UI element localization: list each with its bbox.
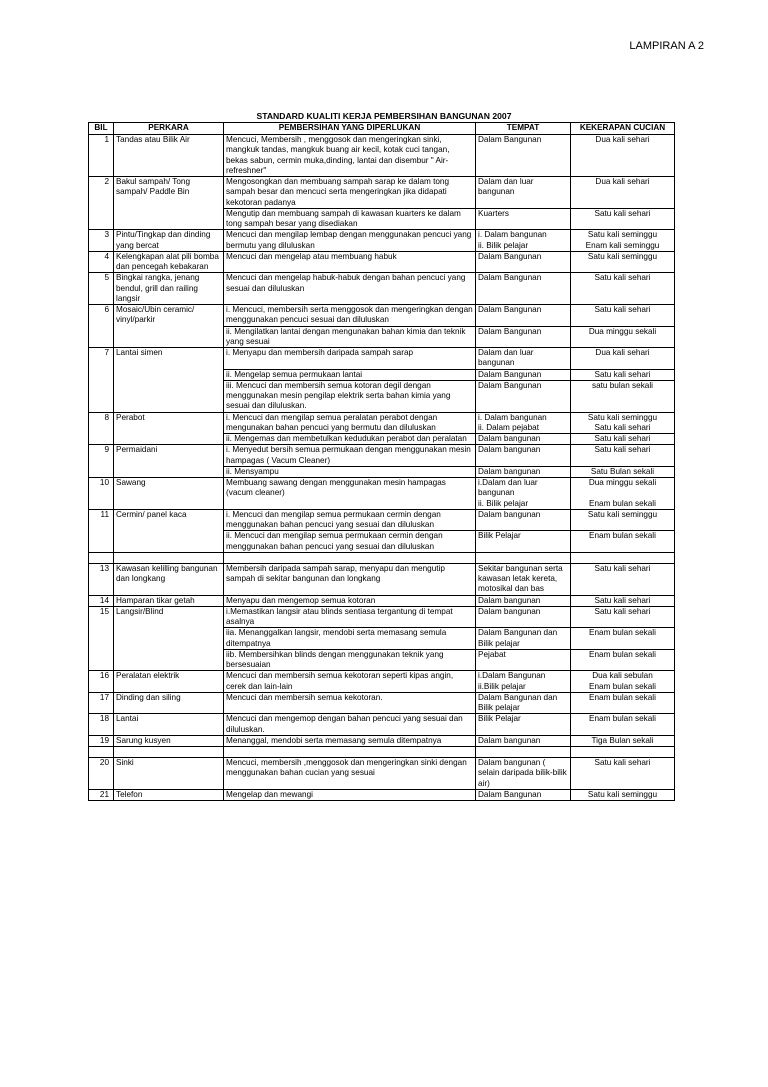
row-cleaning-required: Mencuci dan membersih semua kekotoran. [224,692,476,714]
cleaning-standard-table [88,122,675,801]
row-cleaning-required: i. Menyapu dan membersih daripada sampah sarap [224,348,476,370]
row-number: 3 [89,230,114,252]
row-number [89,628,114,650]
row-location: Pejabat [476,649,571,671]
row-item: Langsir/Blind [114,606,224,628]
row-item: Cermin/ panel kaca [114,509,224,531]
row-cleaning-required: ii. Mensyampu [224,466,476,477]
row-frequency: Dua kali sehari [571,135,675,177]
table-row [89,380,675,412]
row-location: Kuarters [476,208,571,230]
row-cleaning-required: Mengosongkan dan membuang sampah sarap ke dalam tong sampah besar dan mencuci serta mengeringkan jika didapati kekotoran padanya [224,177,476,209]
row-item [114,466,224,477]
row-item: Peralatan elektrik [114,671,224,693]
document-title: STANDARD KUALITI KERJA PEMBERSIHAN BANGUNAN 2007 [256,111,512,121]
table-row [89,445,675,467]
row-frequency: Satu kali sehari [571,369,675,380]
row-location: Dalam bangunan [476,445,571,467]
row-frequency: Enam bulan sekali [571,531,675,553]
row-frequency: Satu kali sehari [571,305,675,327]
row-item: Kelengkapan alat pili bomba dan pencegah kebakaran [114,251,224,273]
table-row [89,595,675,606]
row-location: Dalam Bangunan [476,251,571,273]
row-number: 6 [89,305,114,327]
table-spacer-row [89,747,675,758]
row-item: Permaidani [114,445,224,467]
row-item: Bakul sampah/ Tong sampah/ Paddle Bin [114,177,224,209]
row-item: Sinki [114,758,224,790]
row-number: 20 [89,758,114,790]
row-item [114,434,224,445]
row-frequency: Enam bulan sekali [571,692,675,714]
row-item: Lantai simen [114,348,224,370]
spacer-cell [571,552,675,563]
table-body [89,135,675,801]
row-cleaning-required: Mengelap dan mewangi [224,789,476,800]
row-cleaning-required: Mengutip dan membuang sampah di kawasan kuarters ke dalam tong sampah besar yang disediakan [224,208,476,230]
row-location: Dalam dan luar bangunan [476,348,571,370]
row-frequency: Satu kali sehari [571,434,675,445]
table-row [89,326,675,348]
row-location: Dalam Bangunan [476,369,571,380]
row-cleaning-required: iia. Menanggalkan langsir, mendobi serta memasang semula ditempatnya [224,628,476,650]
row-frequency: Satu kali sehari [571,595,675,606]
row-item: Telefon [114,789,224,800]
row-number: 15 [89,606,114,628]
row-location: Dalam bangunan [476,509,571,531]
row-frequency: Satu kali seminggu Enam kali seminggu [571,230,675,252]
row-item: Sawang [114,478,224,510]
row-cleaning-required: ii. Mencuci dan mengilap semua permukaan cermin dengan menggunakan bahan pencuci yang sesuai dan diluluskan [224,531,476,553]
spacer-cell [224,552,476,563]
row-location: Dalam Bangunan [476,789,571,800]
table-row [89,348,675,370]
row-frequency: Satu kali seminggu [571,789,675,800]
table-row [89,671,675,693]
row-frequency: Dua kali sebulan Enam bulan sekali [571,671,675,693]
row-frequency: Satu kali sehari [571,758,675,790]
row-number [89,466,114,477]
row-item: Pintu/Tingkap dan dinding yang bercat [114,230,224,252]
table-row [89,628,675,650]
row-item: Sarung kusyen [114,735,224,746]
row-cleaning-required: Mencuci, membersih ,menggosok dan mengeringkan sinki dengan menggunakan bahan cucian yang sesuai [224,758,476,790]
row-frequency: Tiga Bulan sekali [571,735,675,746]
row-frequency: Satu kali seminggu [571,251,675,273]
header-bil: BIL [89,123,114,135]
row-location: i.Dalam dan luar bangunan ii. Bilik pelajar [476,478,571,510]
table-row [89,208,675,230]
row-number: 8 [89,412,114,434]
row-item [114,380,224,412]
row-item: Hamparan tikar getah [114,595,224,606]
table-row [89,714,675,736]
row-frequency: Dua kali sehari [571,348,675,370]
row-item [114,628,224,650]
row-number: 18 [89,714,114,736]
row-cleaning-required: Mencuci dan membersih semua kekotoran seperti kipas angin, cerek dan lain-lain [224,671,476,693]
table-row [89,478,675,510]
row-number: 4 [89,251,114,273]
row-location: Sekitar bangunan serta kawasan letak kereta, motosikal dan bas [476,563,571,595]
row-frequency: Satu kali sehari [571,273,675,305]
row-number [89,380,114,412]
row-cleaning-required: Membuang sawang dengan menggunakan mesin hampagas (vacum cleaner) [224,478,476,510]
header-tempat: TEMPAT [476,123,571,135]
row-number [89,326,114,348]
row-location: Bilik Pelajar [476,531,571,553]
header-pembersihan: PEMBERSIHAN YANG DIPERLUKAN [224,123,476,135]
row-number: 2 [89,177,114,209]
spacer-cell [476,747,571,758]
row-number [89,649,114,671]
row-location: Dalam bangunan [476,595,571,606]
table-row [89,434,675,445]
table-row [89,412,675,434]
spacer-cell [114,552,224,563]
row-number [89,369,114,380]
row-cleaning-required: Mencuci dan mengilap lembap dengan menggunakan pencuci yang bermutu yang diluluskan [224,230,476,252]
row-frequency: Satu kali sehari [571,445,675,467]
row-location: i.Dalam Bangunan ii.Bilik pelajar [476,671,571,693]
row-number: 9 [89,445,114,467]
row-location: Dalam bangunan [476,606,571,628]
row-location: Dalam Bangunan [476,380,571,412]
table-row [89,135,675,177]
table-row [89,531,675,553]
row-number: 10 [89,478,114,510]
row-cleaning-required: i. Mencuci dan mengilap semua permukaan cermin dengan menggunakan bahan pencuci yang sesuai dan diluluskan [224,509,476,531]
spacer-cell [89,747,114,758]
row-cleaning-required: i.Memastikan langsir atau blinds sentiasa tergantung di tempat asalnya [224,606,476,628]
row-item: Kawasan kelilling bangunan dan longkang [114,563,224,595]
table-row [89,369,675,380]
row-location: Bilik Pelajar [476,714,571,736]
row-location: Dalam Bangunan [476,135,571,177]
table-row [89,649,675,671]
row-location: Dalam bangunan [476,466,571,477]
row-item [114,326,224,348]
table-row [89,789,675,800]
row-number: 21 [89,789,114,800]
row-item: Perabot [114,412,224,434]
row-item: Bingkai rangka, jenang bendul, grill dan railing langsir [114,273,224,305]
row-item: Tandas atau Bilik Air [114,135,224,177]
table-row [89,466,675,477]
row-location: Dalam Bangunan [476,273,571,305]
row-cleaning-required: ii. Mengemas dan membetulkan kedudukan perabot dan peralatan [224,434,476,445]
row-item [114,369,224,380]
table-row [89,735,675,746]
table-row [89,177,675,209]
table-spacer-row [89,552,675,563]
row-number: 17 [89,692,114,714]
row-cleaning-required: Menyapu dan mengemop semua kotoran [224,595,476,606]
row-cleaning-required: Mencuci dan mengemop dengan bahan pencuci yang sesuai dan diluluskan. [224,714,476,736]
row-location: Dalam bangunan [476,735,571,746]
row-frequency: Satu Bulan sekali [571,466,675,477]
row-item: Dinding dan siling [114,692,224,714]
header-perkara: PERKARA [114,123,224,135]
header-kekerapan: KEKERAPAN CUCIAN [571,123,675,135]
row-frequency: Dua kali sehari [571,177,675,209]
row-location: Dalam Bangunan dan Bilik pelajar [476,692,571,714]
row-cleaning-required: Mencuci dan mengelap habuk-habuk dengan bahan pencuci yang sesuai dan diluluskan [224,273,476,305]
row-number [89,208,114,230]
row-location: i. Dalam bangunan ii. Dalam pejabat [476,412,571,434]
row-number: 19 [89,735,114,746]
row-location: Dalam Bangunan [476,305,571,327]
spacer-cell [114,747,224,758]
row-location: i. Dalam bangunan ii. Bilik pelajar [476,230,571,252]
row-cleaning-required: Mencuci, Membersih , menggosok dan mengeringkan sinki, mangkuk tandas, mangkuk buang air kecil, kotak cuci tangan, bekas sabun, cermin muka,dinding, lantai dan disembur " Air-refreshner" [224,135,476,177]
row-item [114,531,224,553]
row-cleaning-required: Menanggal, mendobi serta memasang semula ditempatnya [224,735,476,746]
row-number [89,434,114,445]
row-number: 1 [89,135,114,177]
row-frequency: Satu kali sehari [571,563,675,595]
row-cleaning-required: Membersih daripada sampah sarap, menyapu dan mengutip sampah di sekitar bangunan dan longkang [224,563,476,595]
row-frequency: Dua minggu sekali [571,326,675,348]
table-row [89,563,675,595]
table-row [89,692,675,714]
row-cleaning-required: iib. Membersihkan blinds dengan menggunakan teknik yang bersesuaian [224,649,476,671]
row-location: Dalam bangunan ( selain daripada bilik-bilik air) [476,758,571,790]
row-number: 11 [89,509,114,531]
row-number: 13 [89,563,114,595]
row-frequency: Satu kali sehari [571,606,675,628]
appendix-label: LAMPIRAN A 2 [629,40,704,52]
row-number: 5 [89,273,114,305]
row-frequency: Enam bulan sekali [571,628,675,650]
row-cleaning-required: ii. Mengelap semua permukaan lantai [224,369,476,380]
row-location: Dalam bangunan [476,434,571,445]
row-item: Mosaic/Ubin ceramic/ vinyl/parkir [114,305,224,327]
row-cleaning-required: i. Mencuci dan mengilap semua peralatan perabot dengan mengunakan bahan pencuci yang bermutu dan diluluskan [224,412,476,434]
table-row [89,230,675,252]
spacer-cell [224,747,476,758]
row-frequency: Dua minggu sekali Enam bulan sekali [571,478,675,510]
row-number: 16 [89,671,114,693]
spacer-cell [571,747,675,758]
spacer-cell [89,552,114,563]
table-row [89,758,675,790]
row-location: Dalam Bangunan [476,326,571,348]
table-row [89,273,675,305]
row-frequency: Satu kali seminggu Satu kali sehari [571,412,675,434]
row-frequency: Satu kali sehari [571,208,675,230]
row-location: Dalam dan luar bangunan [476,177,571,209]
row-cleaning-required: iii. Mencuci dan membersih semua kotoran degil dengan menggunakan mesin pengilap elektrik serta bahan kimia yang sesuai dan diluluskan. [224,380,476,412]
table-header-row [89,123,675,135]
row-number [89,531,114,553]
row-number: 14 [89,595,114,606]
table-row [89,509,675,531]
table-row [89,305,675,327]
row-item [114,649,224,671]
row-cleaning-required: i. Menyedut bersih semua permukaan dengan menggunakan mesin hampagas ( Vacum Cleaner) [224,445,476,467]
row-frequency: Enam bulan sekali [571,649,675,671]
table-row [89,606,675,628]
spacer-cell [476,552,571,563]
row-frequency: Enam bulan sekali [571,714,675,736]
row-frequency: Satu kali seminggu [571,509,675,531]
row-number: 7 [89,348,114,370]
row-item: Lantai [114,714,224,736]
row-frequency: satu bulan sekali [571,380,675,412]
row-location: Dalam Bangunan dan Bilik pelajar [476,628,571,650]
row-item [114,208,224,230]
row-cleaning-required: i. Mencuci, membersih serta menggosok dan mengeringkan dengan menggunakan pencuci sesuai dan diluluskan [224,305,476,327]
row-cleaning-required: Mencuci dan mengelap atau membuang habuk [224,251,476,273]
table-row [89,251,675,273]
row-cleaning-required: ii. Mengilatkan lantai dengan mengunakan bahan kimia dan teknik yang sesuai [224,326,476,348]
